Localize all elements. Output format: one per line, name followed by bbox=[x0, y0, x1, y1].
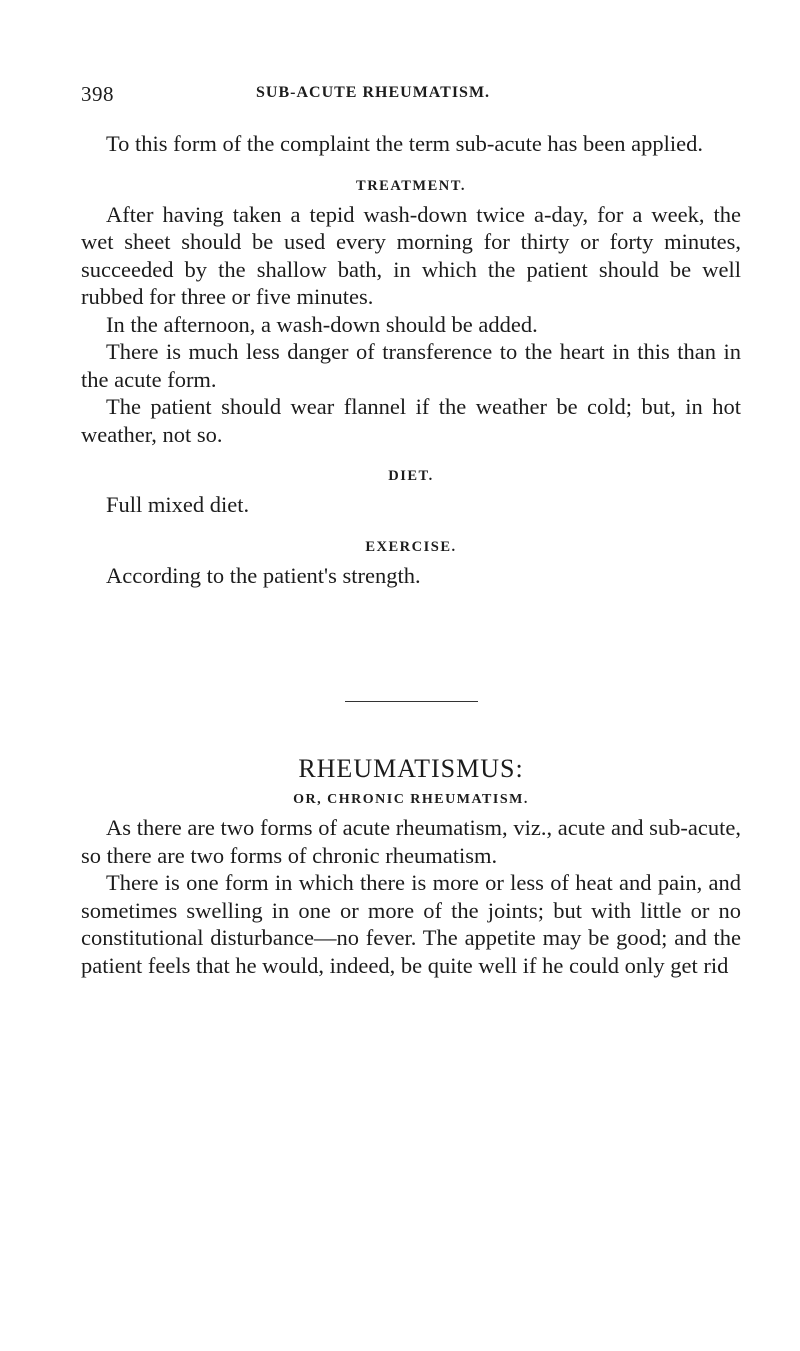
treatment-paragraph: After having taken a tepid wash-down twice a-day, for a week, the wet sheet should be used every morning for thirty or forty minutes, succeeded by the shallow bath, in which the patient should be well rubbed for three or five minutes. bbox=[81, 201, 741, 309]
book-page bbox=[81, 82, 741, 979]
chapter-title: RHEUMATISMUS: bbox=[298, 754, 524, 783]
chapter-subtitle: OR, CHRONIC RHEUMATISM. bbox=[293, 792, 529, 807]
diet-heading: DIET. bbox=[388, 468, 434, 484]
chronic-paragraph: There is one form in which there is more or less of heat and pain, and sometimes swelling in one or more of the joints; but with little or no constitutional disturbance—no fever. The appetite may be good; and the patient feels that he would, indeed, be quite well if he could only get rid bbox=[81, 870, 741, 978]
exercise-text: According to the patient's strength. bbox=[106, 562, 421, 588]
treatment-paragraph: There is much less danger of transference to the heart in this than in the acute form. bbox=[81, 339, 741, 392]
treatment-paragraph: The patient should wear flannel if the weather be cold; but, in hot weather, not so. bbox=[81, 394, 741, 447]
treatment-heading: TREATMENT. bbox=[356, 177, 466, 194]
exercise-heading: EXERCISE. bbox=[365, 538, 457, 555]
intro-paragraph: To this form of the complaint the term sub-acute has been applied. bbox=[106, 131, 703, 156]
running-head bbox=[81, 82, 741, 112]
chronic-paragraph: As there are two forms of acute rheumatism, viz., acute and sub-acute, so there are two forms of chronic rheumatism. bbox=[81, 815, 741, 868]
section-divider-rule bbox=[345, 701, 478, 702]
treatment-paragraph: In the afternoon, a wash-down should be added. bbox=[106, 311, 538, 337]
running-title: SUB-ACUTE RHEUMATISM. bbox=[256, 84, 491, 101]
page-number: 398 bbox=[81, 82, 114, 106]
diet-text: Full mixed diet. bbox=[106, 492, 250, 517]
